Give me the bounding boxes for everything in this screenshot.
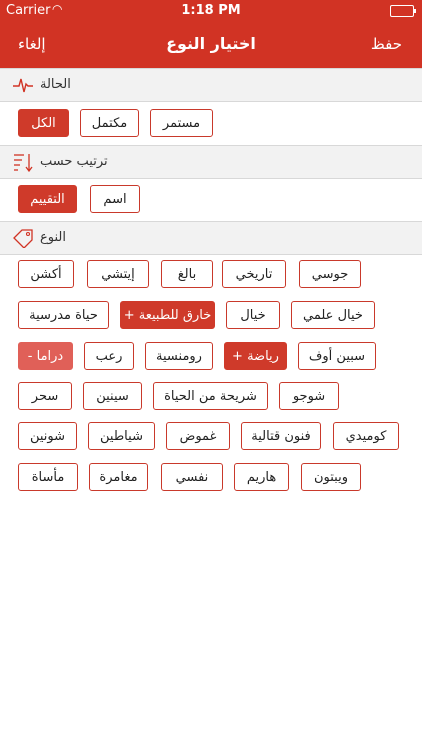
status-option-ongoing[interactable]: مستمر	[150, 109, 213, 137]
genre-chip[interactable]: خيال علمي	[291, 301, 375, 329]
sort-section-header	[0, 145, 422, 179]
status-option-completed[interactable]: مكتمل	[80, 109, 139, 137]
navigation-bar	[0, 22, 422, 68]
genre-chip[interactable]: مأساة	[18, 463, 78, 491]
sort-descending-icon	[12, 152, 34, 172]
status-option-all[interactable]: الكل	[18, 109, 69, 137]
genre-chip[interactable]: أكشن	[18, 260, 74, 288]
sort-section-label: ترتيب حسب	[40, 154, 108, 169]
status-section-label: الحالة	[40, 77, 71, 92]
genre-chip[interactable]: ويبتون	[301, 463, 361, 491]
status-bar	[0, 0, 422, 22]
page-title: اختيار النوع	[166, 34, 256, 53]
genre-chip-excluded[interactable]: - دراما	[18, 342, 73, 370]
genre-chip[interactable]: سينين	[83, 382, 142, 410]
genre-chip-included[interactable]: + خارق للطبيعة	[120, 301, 215, 329]
genre-chip[interactable]: غموض	[166, 422, 230, 450]
sort-option-name[interactable]: اسم	[90, 185, 140, 213]
genre-chip[interactable]: سبين أوف	[298, 342, 376, 370]
genre-chip[interactable]: بالغ	[161, 260, 213, 288]
genre-chip[interactable]: فنون قتالية	[241, 422, 321, 450]
genre-chip[interactable]: مغامرة	[89, 463, 148, 491]
genre-chip[interactable]: خيال	[226, 301, 280, 329]
genre-chip[interactable]: تاريخي	[222, 260, 286, 288]
genre-chip[interactable]: كوميدي	[333, 422, 399, 450]
status-section-header	[0, 68, 422, 102]
genre-section-header	[0, 221, 422, 255]
sort-option-rating[interactable]: التقييم	[18, 185, 77, 213]
cancel-button[interactable]: إلغاء	[18, 35, 46, 53]
save-button[interactable]: حفظ	[370, 35, 402, 53]
genre-chip-included[interactable]: + رياضة	[224, 342, 287, 370]
clock: 1:18 PM	[181, 3, 241, 18]
carrier-label: Carrier	[6, 3, 51, 18]
genre-chip[interactable]: شريحة من الحياة	[153, 382, 268, 410]
heartbeat-icon	[12, 75, 34, 95]
genre-chip[interactable]: حياة مدرسية	[18, 301, 109, 329]
wifi-icon: ◠	[52, 2, 63, 16]
genre-chip[interactable]: سحر	[18, 382, 72, 410]
genre-chip[interactable]: شونين	[18, 422, 77, 450]
genre-chip[interactable]: جوسي	[299, 260, 361, 288]
genre-section-label: النوع	[40, 230, 66, 245]
tag-icon	[12, 228, 34, 248]
genre-chip[interactable]: هاريم	[234, 463, 289, 491]
genre-chip[interactable]: رعب	[84, 342, 134, 370]
genre-chip[interactable]: شياطين	[88, 422, 155, 450]
battery-icon	[390, 5, 414, 17]
genre-chip[interactable]: إيتشي	[87, 260, 149, 288]
genre-chip[interactable]: شوجو	[279, 382, 339, 410]
genre-chip[interactable]: نفسي	[161, 463, 223, 491]
genre-chip[interactable]: رومنسية	[145, 342, 213, 370]
